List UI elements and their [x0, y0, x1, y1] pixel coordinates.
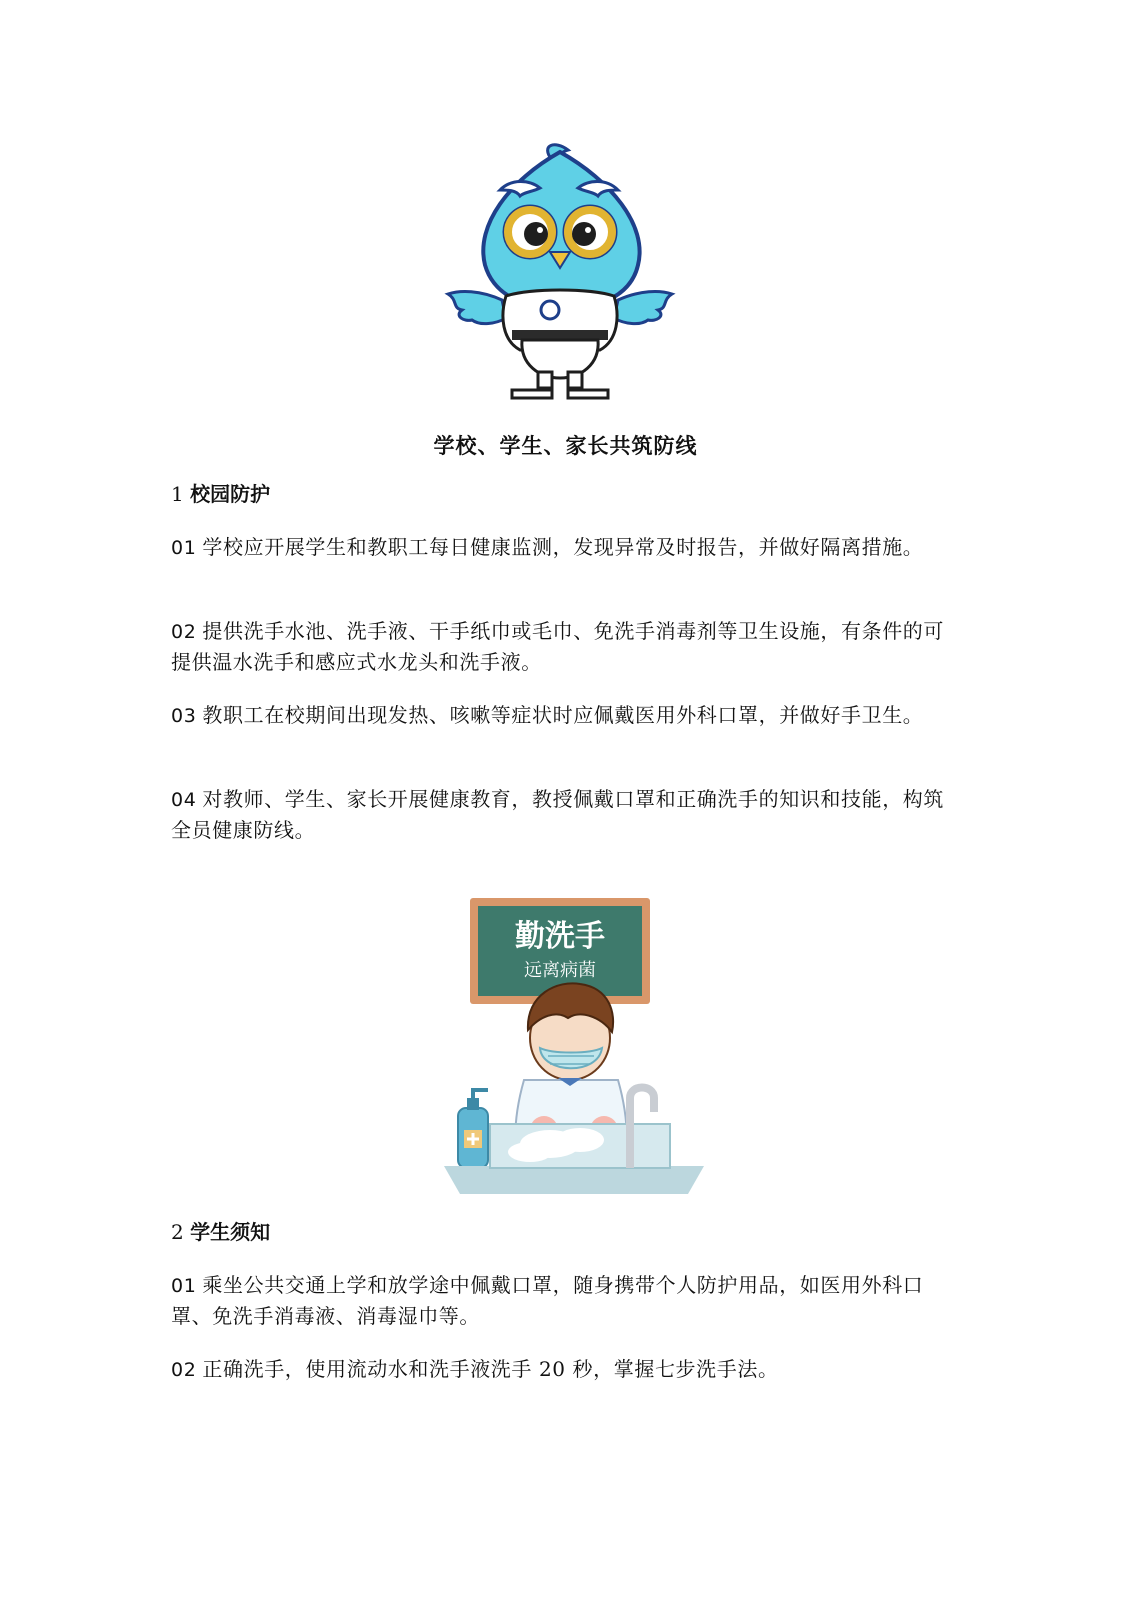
board-title: 勤洗手: [515, 919, 605, 954]
item-text: 教职工在校期间出现发热、咳嗽等症状时应佩戴医用外科口罩，并做好手卫生。: [202, 703, 924, 727]
list-item: [171, 700, 961, 731]
list-item: [171, 1270, 961, 1331]
section-title: 校园防护: [190, 482, 271, 506]
mascot-illustration: [440, 140, 680, 402]
section-heading-campus: [171, 478, 270, 507]
item-text: 对教师、学生、家长开展健康教育，教授佩戴口罩和正确洗手的知识和技能，构筑全员健康防线。: [171, 787, 944, 842]
item-number: 02: [171, 1359, 197, 1381]
item-number: 03: [171, 705, 197, 727]
item-text: 提供洗手水池、洗手液、干手纸巾或毛巾、免洗手消毒剂等卫生设施，有条件的可提供温水洗手和感应式水龙头和洗手液。: [171, 619, 944, 674]
section-title: 学生须知: [190, 1220, 271, 1244]
item-number: 02: [171, 621, 197, 643]
board-subtitle: 远离病菌: [524, 960, 596, 981]
item-text: 乘坐公共交通上学和放学途中佩戴口罩，随身携带个人防护用品，如医用外科口罩、免洗手消毒液、消毒湿巾等。: [171, 1273, 924, 1328]
item-number: 01: [171, 537, 197, 559]
item-text: 学校应开展学生和教职工每日健康监测，发现异常及时报告，并做好隔离措施。: [202, 535, 924, 559]
item-number: 04: [171, 789, 197, 811]
item-text: 正确洗手，使用流动水和洗手液洗手 20 秒，掌握七步洗手法。: [202, 1357, 779, 1381]
section-number: 2: [171, 1220, 184, 1244]
list-item: [171, 532, 961, 563]
list-item: [171, 1354, 961, 1385]
section-heading-students: [171, 1216, 270, 1245]
handwashing-illustration: [440, 898, 710, 1204]
list-item: [171, 784, 961, 845]
item-number: 01: [171, 1275, 197, 1297]
document-title: 学校、学生、家长共筑防线: [433, 433, 698, 458]
list-item: [171, 616, 961, 677]
section-number: 1: [171, 482, 184, 506]
